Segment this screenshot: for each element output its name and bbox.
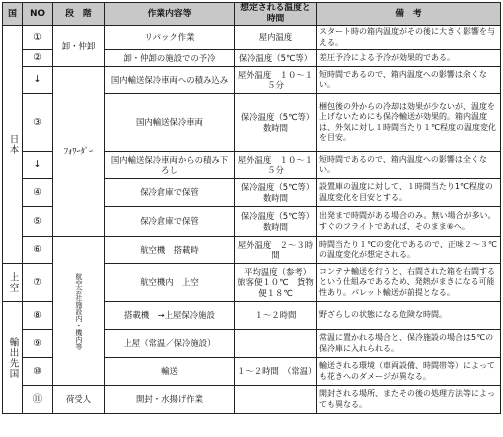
country-sky: 上空 [3, 264, 23, 302]
work-cell: 搭載機 →上屋保冷施設 [105, 302, 235, 330]
row-no: ⑩ [23, 358, 53, 386]
note-cell: 開封される場所、またその後の処理方法等によっても異なる。 [317, 386, 501, 414]
flower-transport-table [2, 2, 501, 414]
temp-cell [235, 330, 317, 358]
work-cell: 保冷倉庫で保管 [105, 207, 235, 237]
temp-cell [235, 386, 317, 414]
work-cell: 国内輸送保冷車両への積み込み [105, 67, 235, 94]
temp-cell: 屋外温度 １０～１５分 [235, 67, 317, 94]
row-no: ⑧ [23, 302, 53, 330]
stage-consignee: 荷受人 [53, 386, 105, 414]
work-cell: 開封・水揚げ作業 [105, 386, 235, 414]
row-no: ⑤ [23, 207, 53, 237]
work-cell: 上屋（常温／保冷施設） [105, 330, 235, 358]
header-temp: 想定される温度と時間 [235, 3, 317, 26]
temp-cell: 屋内温度 [235, 26, 317, 50]
temp-cell: １～２時間 [235, 302, 317, 330]
row-no: ⑪ [23, 386, 53, 414]
row-no: ④ [23, 179, 53, 207]
country-japan: 日本 [3, 26, 23, 264]
header-work: 作業内容等 [105, 3, 235, 26]
note-cell: 常温に置かれる場合と、保冷施設の場合は5℃の保冷庫に入れられる。 [317, 330, 501, 358]
work-cell: 保冷倉庫で保管 [105, 179, 235, 207]
note-cell: 短時間であるので、箱内温度への影響は余くない。 [317, 67, 501, 94]
table-row [3, 67, 501, 94]
work-cell: 航空機 搭載時 [105, 237, 235, 264]
row-no: ③ [23, 94, 53, 152]
note-cell: 短時間であるので、箱内温度への影響は全くない。 [317, 152, 501, 179]
header-row [3, 3, 501, 26]
temp-cell: １～２時間 （常温） [235, 358, 317, 386]
note-cell: 時間当たり１℃の変化であるので、正味２～３℃の温度変化が想定される。 [317, 237, 501, 264]
note-cell: 野ざらしの状態になる危険な時間。 [317, 302, 501, 330]
work-cell: 輸送 [105, 358, 235, 386]
header-no: NO [23, 3, 53, 26]
temp-cell: 屋外温度 ２～３時間 [235, 237, 317, 264]
header-country: 国 [3, 3, 23, 26]
temp-cell: 平均温度（参考） 旅客便１０℃ 貨物便１８℃ [235, 264, 317, 302]
stage-forwarder: ﾌｫﾜｰﾀﾞｰ [53, 67, 105, 237]
note-cell: 梱包後の外からの冷却は効果が少ないが、温度を上げないためにも保冷輸送が効果的。箱内温度は、外気に対し１時間当たり１℃程度の温度変化を目安。 [317, 94, 501, 152]
work-cell: 航空機内 上空 [105, 264, 235, 302]
note-cell: コンテナ輸送を行うと、右間された箱を右間するという仕組みであるため、発熱がまきになる可能性あり。パレット輸送が前提となる。 [317, 264, 501, 302]
note-cell: 出発まで時間がある場合のみ。無い場合が多い。すぐのフライトであれば、そのまま⑥へ。 [317, 207, 501, 237]
country-import: 輸出先国 [3, 302, 23, 414]
row-no: ⑦ [23, 264, 53, 302]
work-cell: 国内輸送保冷車両 [105, 94, 235, 152]
stage-unload: 卸・仲卸 [53, 26, 105, 67]
note-cell: 設置庫の温度に対して、１時間当たり1℃程度の温度変化を目安とする。 [317, 179, 501, 207]
row-no: ② [23, 50, 53, 67]
note-cell: スタート時の箱内温度がその後に大きく影響を与える。 [317, 26, 501, 50]
note-cell: 輸送される環境（車両設備、時間帯等）によっても花きへのダメージが異なる。 [317, 358, 501, 386]
work-cell: 国内輸送保冷車両からの積み下ろし [105, 152, 235, 179]
row-no: ⑥ [23, 237, 53, 264]
stage-airline: 航空会社施設内・機内等 [53, 237, 105, 386]
work-cell: 卸・仲卸の施設での予冷 [105, 50, 235, 67]
row-no: ① [23, 26, 53, 50]
row-no: ↓ [23, 152, 53, 179]
row-no: ⑨ [23, 330, 53, 358]
table-row [3, 237, 501, 264]
header-remarks: 備 考 [317, 3, 501, 26]
temp-cell: 保冷温度（5℃等） [235, 50, 317, 67]
table-row [3, 26, 501, 50]
work-cell: リパック作業 [105, 26, 235, 50]
temp-cell: 保冷温度（5℃等） 数時間 [235, 94, 317, 152]
note-cell: 差圧予冷による予冷が効果的である。 [317, 50, 501, 67]
table-row [3, 386, 501, 414]
header-stage: 段 階 [53, 3, 105, 26]
temp-cell: 屋外温度 １０～１５分 [235, 152, 317, 179]
temp-cell: 保冷温度（5℃等） 数時間 [235, 207, 317, 237]
temp-cell: 保冷温度（5℃等） 数時間 [235, 179, 317, 207]
row-no: ↓ [23, 67, 53, 94]
